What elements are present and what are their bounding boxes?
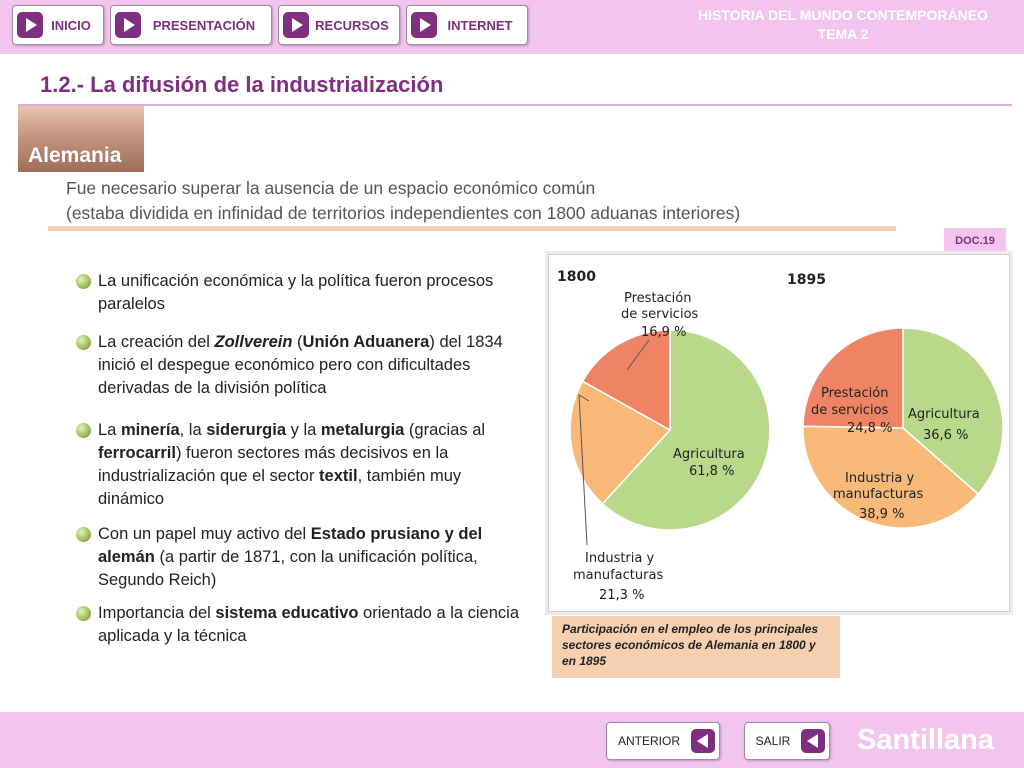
bullet-item (76, 523, 536, 592)
back-arrow-icon (691, 729, 715, 753)
pie-1895-title: 1895 (787, 272, 826, 288)
bullet-text-part: (a partir de 1871, con la unificación política, Segundo Reich) (98, 548, 478, 589)
bullet-text-part: Zollverein (214, 333, 293, 351)
pie-1895-services-label-1: Prestación (821, 386, 889, 401)
intro-line-2: (estaba dividida en infinidad de territorios independientes con 1800 aduanas interiores) (66, 203, 741, 223)
bullet-text-part: ferrocarril (98, 444, 176, 462)
pie-1800-industry-value: 21,3 % (599, 588, 645, 603)
bullet-icon (76, 335, 91, 350)
play-arrow-icon (411, 12, 437, 38)
play-arrow-icon (115, 12, 141, 38)
bullet-item (76, 331, 544, 400)
previous-label: ANTERIOR (617, 734, 680, 748)
nav-recursos-label: RECURSOS (315, 17, 389, 33)
bullet-text-part: , también muy dinámico (98, 467, 462, 508)
bullet-text (98, 523, 536, 592)
bullet-text-part: , la (179, 421, 207, 439)
bullet-text (98, 270, 506, 316)
pie-1800-industry-label-1: Industria y (585, 551, 655, 566)
play-arrow-icon (283, 12, 309, 38)
pie-1800-services-label-2: de servicios (621, 307, 699, 322)
bullet-text-part: ( (292, 333, 303, 351)
title-divider (18, 104, 1012, 106)
doc-tag: DOC.19 (944, 228, 1006, 254)
nav-internet-label: INTERNET (447, 17, 513, 33)
section-label: Alemania (28, 144, 122, 167)
bullet-text (98, 419, 522, 511)
pie-1895-services-value: 24,8 % (847, 421, 893, 436)
nav-presentacion-button[interactable] (110, 5, 272, 45)
pie-1800 (570, 330, 770, 530)
pie-charts (549, 255, 1011, 613)
bullet-text-part: ) fueron sectores más decisivos en la industrialización que el sector (98, 444, 449, 485)
exit-label: SALIR (755, 734, 791, 748)
course-name: HISTORIA DEL MUNDO CONTEMPORÁNEO (698, 7, 988, 23)
exit-button[interactable] (744, 722, 830, 760)
bullet-text-part: textil (319, 467, 358, 485)
pie-1800-services-value: 16,9 % (641, 325, 687, 340)
bullet-text-part: sistema educativo (215, 604, 359, 622)
course-unit: TEMA 2 (817, 26, 869, 42)
bullet-icon (76, 423, 91, 438)
bullet-text-part: ) del 1834 inició el despegue económico pero con dificultades derivadas de la división política (98, 333, 503, 397)
bullet-text (98, 602, 526, 648)
pie-1895-industry-label-2: manufacturas (833, 487, 924, 502)
bullet-text-part: metalurgia (320, 421, 405, 439)
pie-charts-panel (548, 254, 1010, 612)
bullet-item (76, 270, 506, 316)
chart-caption: Participación en el empleo de los principales sectores económicos de Alemania en 1800 y en 1895 (552, 616, 840, 678)
intro-divider (48, 226, 896, 231)
nav-internet-button[interactable] (406, 5, 528, 45)
previous-button[interactable] (606, 722, 720, 760)
pie-1895-industry-value: 38,9 % (859, 507, 905, 522)
bullet-text-part: (gracias al (404, 421, 486, 439)
nav-inicio-label: INICIO (51, 17, 91, 33)
nav-inicio-button[interactable] (12, 5, 104, 45)
bullet-item (76, 602, 526, 648)
bullet-text-part: minería (120, 421, 180, 439)
intro-line-1: Fue necesario superar la ausencia de un espacio económico común (66, 178, 596, 198)
bullet-text-part: La unificación económica y la política fueron procesos paralelos (98, 272, 494, 313)
bullet-icon (76, 274, 91, 289)
brand-logo-text: Santillana (857, 724, 994, 756)
pie-1895-agri-value: 36,6 % (923, 428, 969, 443)
nav-recursos-button[interactable] (278, 5, 400, 45)
bullet-text-part: Unión Aduanera (302, 333, 430, 351)
pie-1800-agri-value: 61,8 % (689, 464, 735, 479)
pie-1800-industry-label-2: manufacturas (573, 568, 664, 583)
course-heading (678, 6, 1008, 44)
bullet-text-part: siderurgia (206, 421, 287, 439)
bullet-icon (76, 527, 91, 542)
bullet-text-part: Estado prusiano y del alemán (98, 525, 483, 566)
pie-1895-agri-label: Agricultura (908, 407, 980, 422)
pie-1895-services-label-2: de servicios (811, 403, 889, 418)
intro-text (66, 176, 740, 226)
play-arrow-icon (17, 12, 43, 38)
bullet-text-part: y la (286, 421, 321, 439)
bullet-text-part: orientado a la ciencia aplicada y la técnica (98, 604, 519, 645)
pie-1800-agri-label: Agricultura (673, 447, 745, 462)
pie-1895-industry-label-1: Industria y (845, 471, 915, 486)
bullet-text-part: Con un papel muy activo del (98, 525, 311, 543)
back-arrow-icon (801, 729, 825, 753)
bullet-text-part: La (98, 421, 121, 439)
nav-presentacion-label: PRESENTACIÓN (152, 17, 256, 33)
bullet-item (76, 419, 522, 511)
pie-1800-services-label-1: Prestación (624, 291, 692, 306)
bullet-text-part: La creación del (98, 333, 215, 351)
page-title: 1.2.- La difusión de la industrialización (40, 72, 444, 97)
bullet-text-part: Importancia del (98, 604, 216, 622)
pie-1800-title: 1800 (557, 269, 596, 285)
bullet-icon (76, 606, 91, 621)
bullet-text (98, 331, 544, 400)
